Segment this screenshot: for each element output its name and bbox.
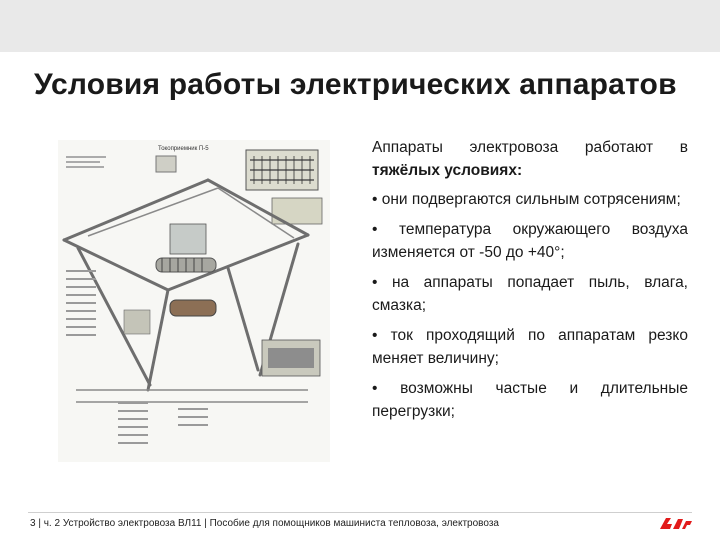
top-band <box>0 0 720 52</box>
pantograph-diagram <box>58 140 330 462</box>
slide-title: Условия работы электрических аппаратов <box>34 68 677 101</box>
intro-bold: тяжёлых условиях: <box>372 162 523 179</box>
footer-divider <box>28 512 692 513</box>
intro-paragraph <box>372 136 688 182</box>
bullet-item: • ток проходящий по аппаратам резко меняет величину; <box>372 327 688 367</box>
bullet-item: • температура окружающего воздуха изменяется от -50 до +40°; <box>372 221 688 261</box>
conditions-text <box>372 136 688 430</box>
bullet-item: • они подвергаются сильным сотрясениям; <box>372 191 681 208</box>
intro-plain: Аппараты электровоза работают в <box>372 139 688 156</box>
bullet-item: • возможны частые и длительные перегрузки; <box>372 380 688 420</box>
bullet-item: • на аппараты попадает пыль, влага, смазка; <box>372 274 688 314</box>
diagram-caption: Токоприемник П-5 <box>158 146 209 152</box>
rzd-logo <box>656 514 696 534</box>
footer-text: 3 | ч. 2 Устройство электровоза ВЛ11 | Пособие для помощников машиниста тепловоза, электровоза <box>30 518 499 529</box>
